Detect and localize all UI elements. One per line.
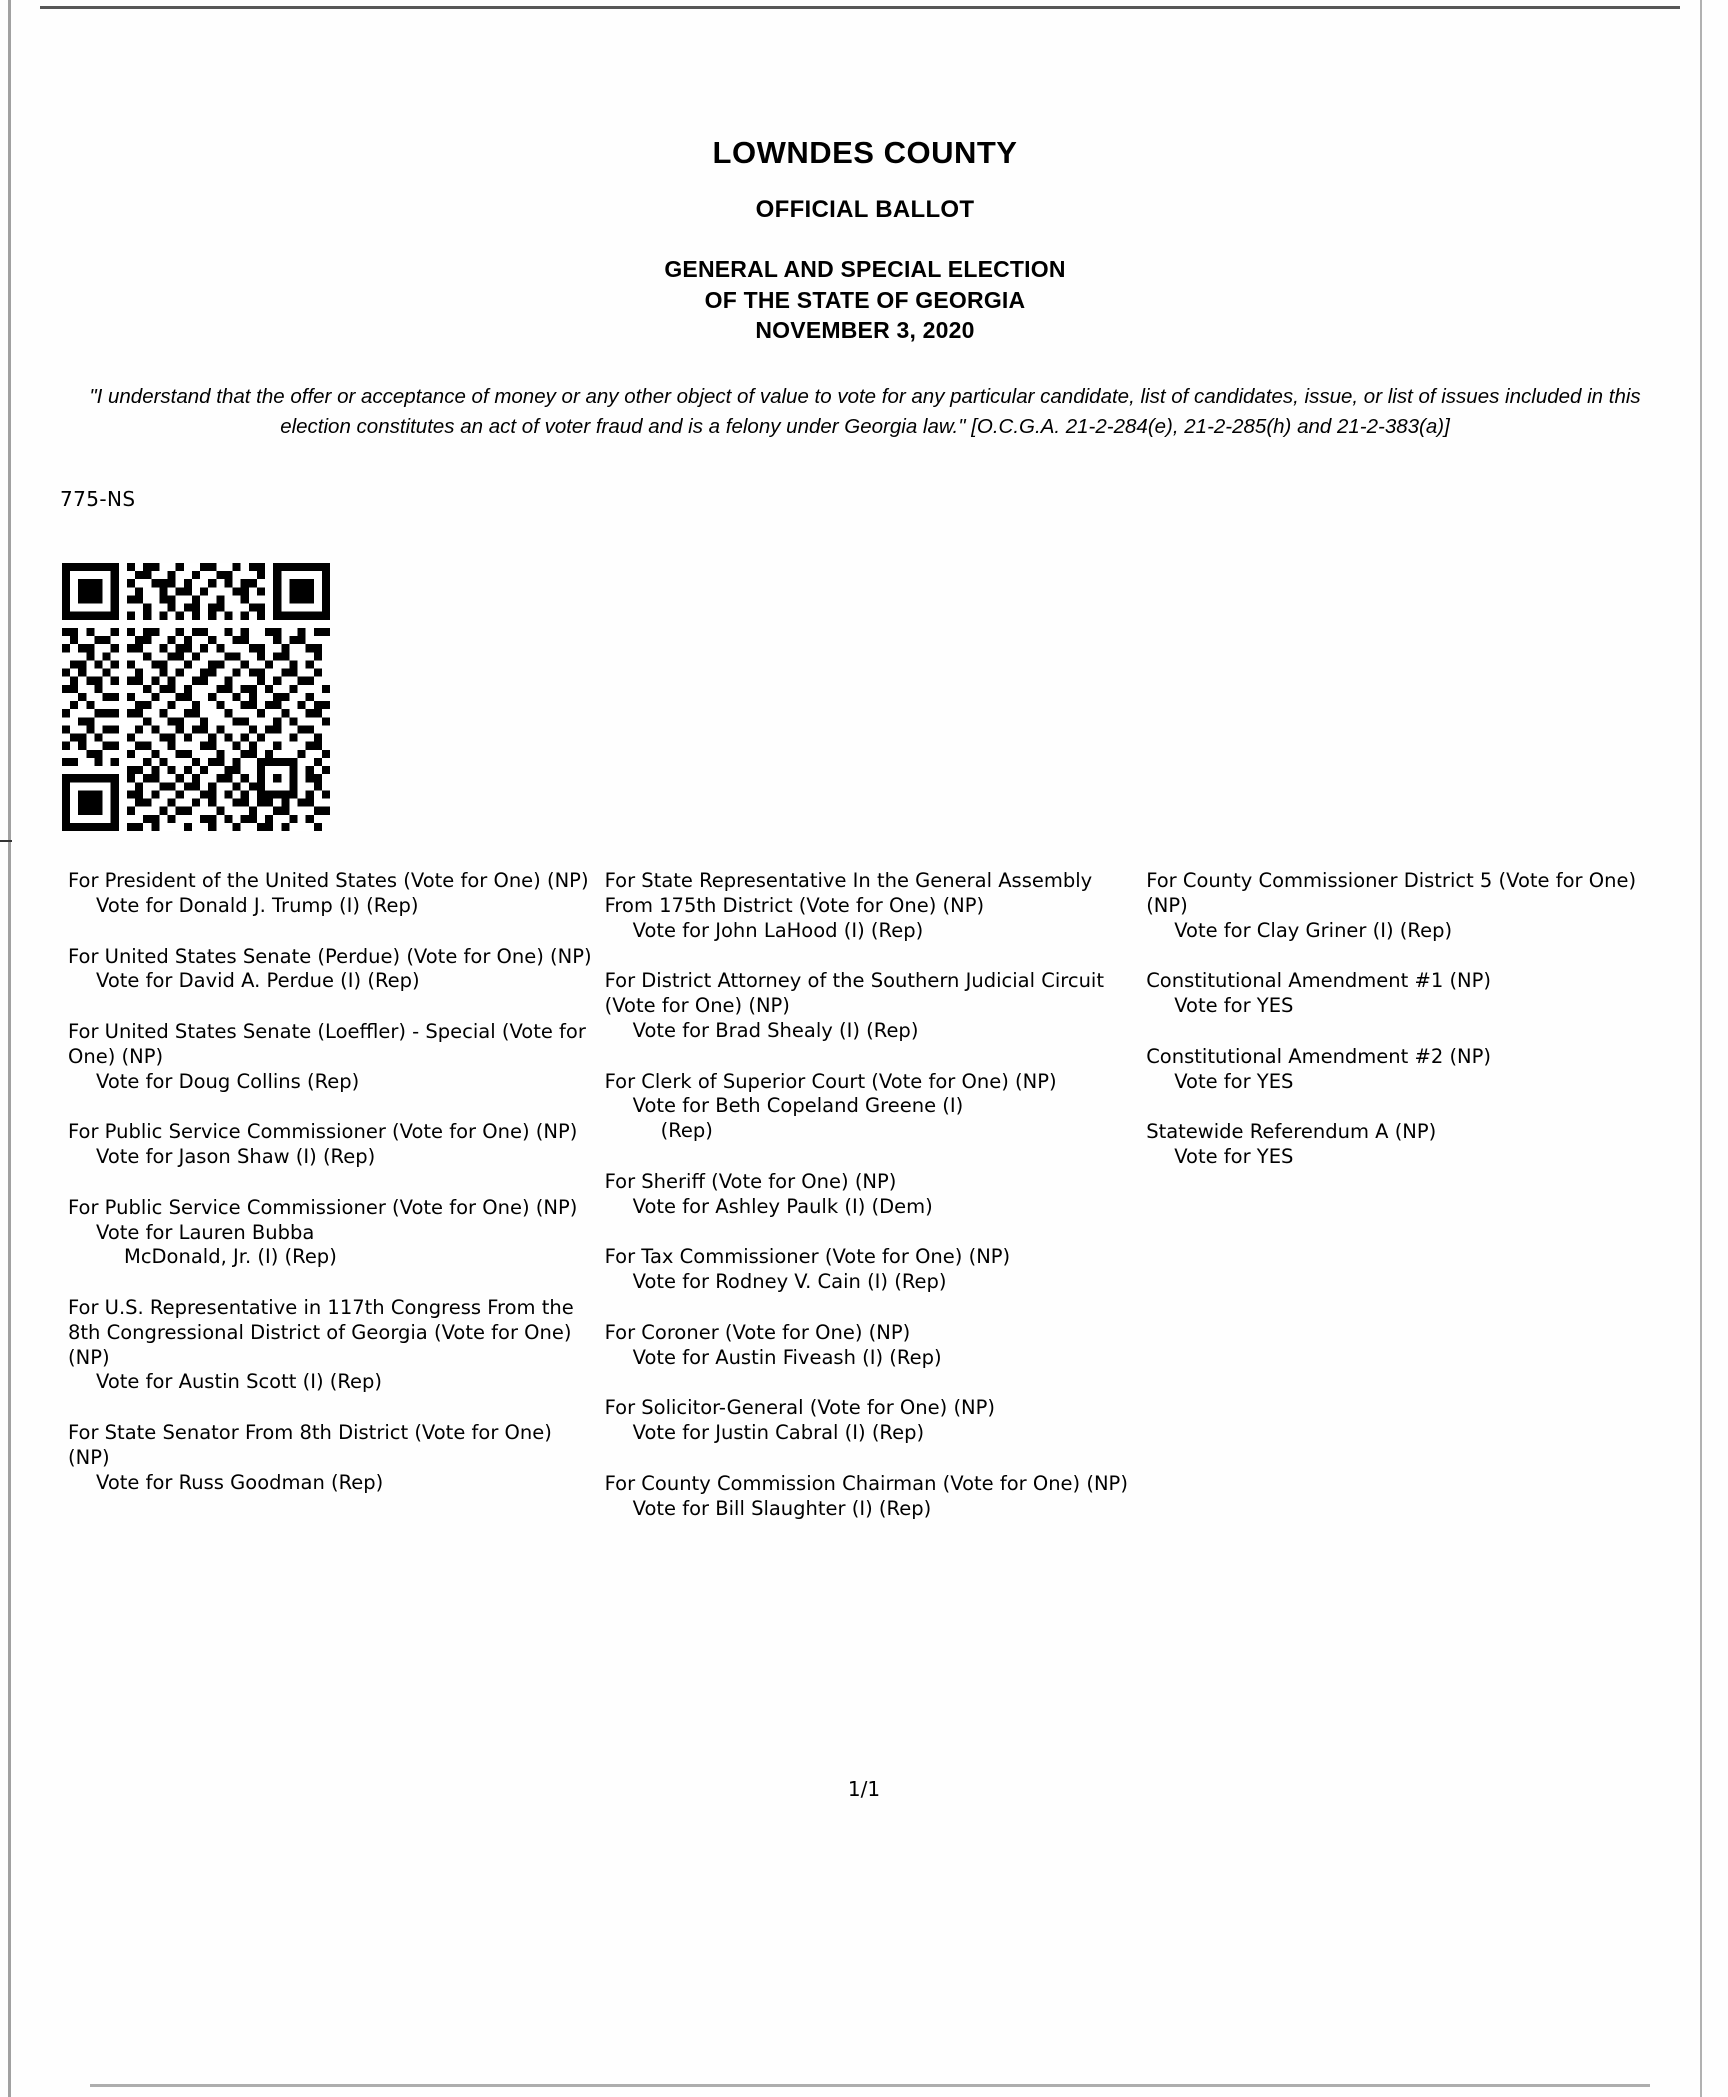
contest-column-3: [1138, 869, 1660, 1196]
contest-selection-line-2: McDonald, Jr. (I) (Rep): [124, 1245, 337, 1269]
contest-constitutional-amendment-1: [1146, 969, 1660, 1019]
contest-title: For United States Senate (Perdue) (Vote for One) (NP): [68, 944, 592, 968]
contest-selection: Vote for Austin Fiveash (I) (Rep): [632, 1345, 942, 1369]
contest-county-commissioner-district-5: [1146, 869, 1660, 943]
contest-title: For Coroner (Vote for One) (NP): [604, 1320, 911, 1344]
contest-president: [68, 869, 597, 919]
ballot-content: [60, 0, 1670, 1547]
contest-statewide-referendum-a: [1146, 1120, 1660, 1170]
contest-title: For Clerk of Superior Court (Vote for One) (NP): [604, 1069, 1057, 1093]
contest-title: Statewide Referendum A (NP): [1146, 1120, 1437, 1144]
contest-selection: Vote for Justin Cabral (I) (Rep): [632, 1421, 925, 1445]
contest-selection: Vote for Donald J. Trump (I) (Rep): [96, 893, 419, 917]
county-title: LOWNDES COUNTY: [712, 135, 1018, 170]
contest-selection: Vote for Ashley Paulk (I) (Dem): [632, 1194, 933, 1218]
election-title: [60, 254, 1670, 346]
contest-state-representative-175th: [605, 869, 1139, 943]
contest-title: For County Commission Chairman (Vote for One) (NP): [604, 1471, 1128, 1495]
election-title-line-1: GENERAL AND SPECIAL ELECTION: [664, 256, 1066, 282]
page-number: 1/1: [847, 1777, 881, 1801]
contest-title: For Public Service Commissioner (Vote for One) (NP): [68, 1120, 578, 1144]
contest-solicitor-general: [605, 1396, 1139, 1446]
contest-sheriff: [605, 1170, 1139, 1220]
official-ballot-title: OFFICIAL BALLOT: [755, 196, 975, 223]
contest-title: For County Commissioner District 5 (Vote for One) (NP): [1146, 869, 1637, 917]
contest-selection-line-1: Vote for Beth Copeland Greene (I): [632, 1094, 964, 1118]
contest-clerk-of-superior-court: [605, 1070, 1139, 1144]
contest-title: For Public Service Commissioner (Vote for One) (NP): [68, 1195, 578, 1219]
contest-title: For Tax Commissioner (Vote for One) (NP): [604, 1245, 1011, 1269]
contest-us-senate-loeffler-special: [68, 1020, 597, 1094]
contest-selection: Vote for Doug Collins (Rep): [96, 1069, 360, 1093]
contest-county-commission-chairman: [605, 1472, 1139, 1522]
contest-selection: Vote for Russ Goodman (Rep): [96, 1470, 384, 1494]
ballot-header: [60, 135, 1670, 346]
contest-selection: [68, 1221, 597, 1271]
contest-tax-commissioner: [605, 1245, 1139, 1295]
contest-selection-line-2: (Rep): [660, 1119, 713, 1143]
contest-selection: Vote for Clay Griner (I) (Rep): [1174, 918, 1453, 942]
contest-selection: Vote for Rodney V. Cain (I) (Rep): [632, 1270, 947, 1294]
qr-code-container: [62, 563, 330, 831]
contest-columns: [60, 869, 1660, 1547]
contest-selection: Vote for David A. Perdue (I) (Rep): [96, 969, 420, 993]
page-edge-bottom: [90, 2084, 1650, 2087]
contest-title: For U.S. Representative in 117th Congress From the 8th Congressional District of Georgia (Vote for One) (NP): [68, 1296, 574, 1369]
election-date: NOVEMBER 3, 2020: [755, 317, 975, 344]
contest-us-representative-8th-district: [68, 1296, 597, 1395]
contest-title: For President of the United States (Vote for One) (NP): [68, 869, 589, 893]
contest-title: Constitutional Amendment #2 (NP): [1146, 1044, 1492, 1068]
contest-public-service-commissioner-2: [68, 1196, 597, 1270]
contest-title: For State Representative In the General Assembly From 175th District (Vote for One) (NP): [604, 869, 1093, 917]
contest-selection: Vote for YES: [1174, 994, 1294, 1018]
contest-column-1: [60, 869, 597, 1521]
contest-title: For Sheriff (Vote for One) (NP): [604, 1169, 897, 1193]
contest-district-attorney: [605, 969, 1139, 1043]
contest-state-senator-8th-district: [68, 1421, 597, 1495]
contest-constitutional-amendment-2: [1146, 1045, 1660, 1095]
contest-title: For District Attorney of the Southern Judicial Circuit (Vote for One) (NP): [604, 969, 1104, 1018]
contest-selection-line-1: Vote for Lauren Bubba: [96, 1220, 315, 1244]
contest-us-senate-perdue: [68, 945, 597, 995]
contest-coroner: [605, 1321, 1139, 1371]
contest-selection: Vote for Bill Slaughter (I) (Rep): [632, 1496, 932, 1520]
contest-selection: Vote for YES: [1174, 1145, 1294, 1169]
contest-public-service-commissioner-1: [68, 1120, 597, 1170]
contest-selection: Vote for YES: [1174, 1069, 1294, 1093]
election-title-line-2: OF THE STATE OF GEORGIA: [704, 286, 1026, 313]
ballot-style-id: 775-NS: [60, 487, 136, 512]
contest-column-2: [597, 869, 1139, 1547]
contest-title: For State Senator From 8th District (Vote for One) (NP): [68, 1421, 552, 1469]
contest-selection: [605, 1094, 1139, 1144]
contest-selection: Vote for Austin Scott (I) (Rep): [96, 1370, 383, 1394]
contest-title: For United States Senate (Loeffler) - Special (Vote for One) (NP): [68, 1020, 586, 1068]
voter-fraud-oath-text: "I understand that the offer or acceptance of money or any other object of value to vote for any particular candidate, list of candidates, issue, or list of issues included in this election constitutes an act of voter fraud and is a felony under Georgia law." [O.C.G.A. 21-2-284(e), 21-2-285(h) and 21-2-383(a)]: [89, 384, 1641, 439]
contest-selection: Vote for Jason Shaw (I) (Rep): [96, 1145, 376, 1169]
qr-code-icon: [62, 563, 330, 831]
contest-selection: Vote for Brad Shealy (I) (Rep): [632, 1018, 919, 1042]
contest-title: Constitutional Amendment #1 (NP): [1146, 969, 1492, 993]
page-tick-mark: [0, 840, 12, 842]
contest-selection: Vote for John LaHood (I) (Rep): [632, 918, 924, 942]
contest-title: For Solicitor-General (Vote for One) (NP): [604, 1396, 996, 1420]
